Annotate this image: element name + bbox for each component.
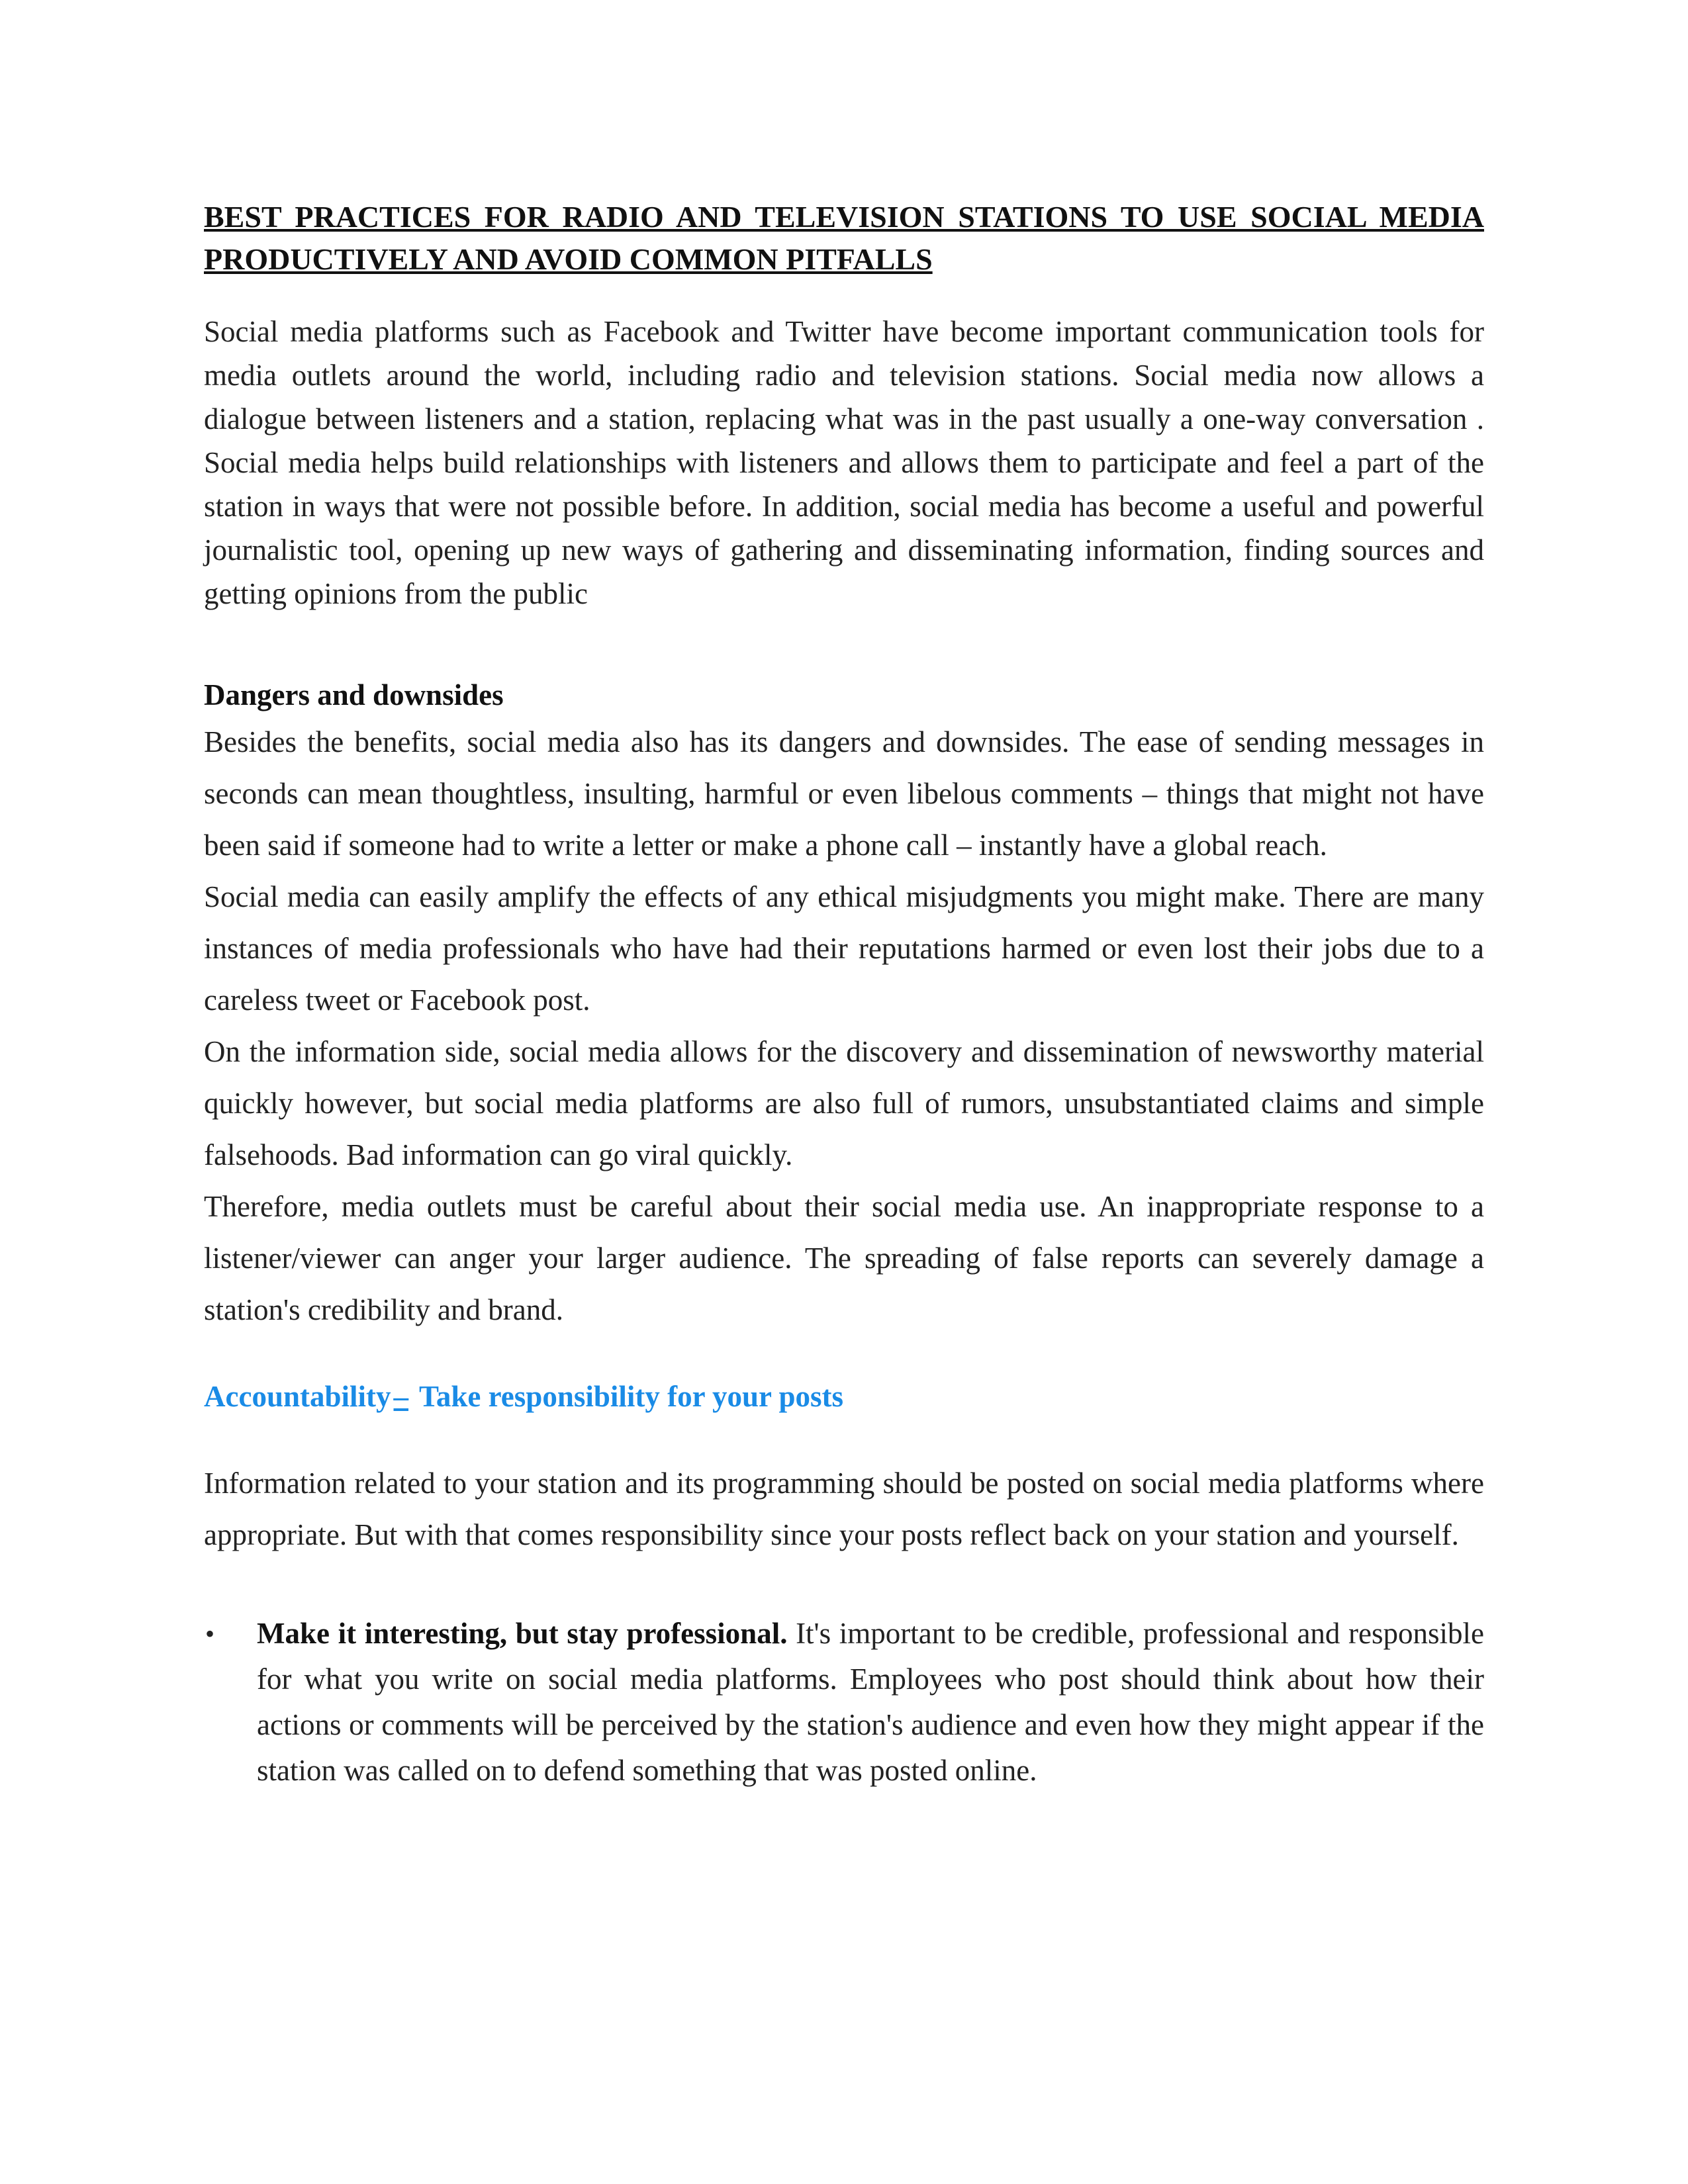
intro-paragraph: Social media platforms such as Facebook and Twitter have become important communication tools for media outlets around the world, including radio and television stations. Social media now allows a dialogue between listeners and a station, replacing what was in the past usually a one-way conversation . Social media helps build relationships with listeners and allows them to participate and feel a part of the station in ways that were not possible before. In addition, social media has become a useful and powerful journalistic tool, opening up new ways of gathering and disseminating information, finding sources and getting opinions from the public — [204, 315, 1484, 610]
accountability-paragraph: Information related to your station and its programming should be posted on social media platforms where appropriate. But with that comes responsibility since your posts reflect back on your station and yourself. — [204, 1467, 1484, 1551]
dangers-heading: Dangers and downsides — [204, 678, 504, 711]
document-page — [204, 196, 1484, 1794]
bullet-body-text: It's important to be credible, professional and responsible for what you write on social media platforms. Employees who post should think about how their actions or comments will be perceived by the station's audience and even how they might appear if the station was called on to defend something that was posted online. — [257, 1617, 1484, 1787]
dangers-section — [204, 716, 1484, 1336]
document-title: BEST PRACTICES FOR RADIO AND TELEVISION STATIONS TO USE SOCIAL MEDIA PRODUCTIVELY AND AVOID COMMON PITFALLS — [204, 200, 1484, 276]
bullet-lead-text: Make it interesting, but stay professional. — [257, 1617, 788, 1650]
accountability-heading-dash: – — [393, 1380, 409, 1413]
dangers-paragraph: On the information side, social media allows for the discovery and dissemination of newsworthy material quickly however, but social media platforms are also full of rumors, unsubstantiated claims and simple falsehoods. Bad information can go viral quickly. — [204, 1035, 1484, 1171]
accountability-heading-lead: Accountability — [204, 1380, 391, 1413]
dangers-paragraph: Social media can easily amplify the effects of any ethical misjudgments you might make. There are many instances of media professionals who have had their reputations harmed or even lost their jobs due to a careless tweet or Facebook post. — [204, 880, 1484, 1017]
dangers-paragraph: Besides the benefits, social media also has its dangers and downsides. The ease of sending messages in seconds can mean thoughtless, insulting, harmful or even libelous comments – things that might not have been said if someone had to write a letter or make a phone call – instantly have a global reach. — [204, 725, 1484, 862]
dangers-paragraph: Therefore, media outlets must be careful about their social media use. An inappropriate response to a listener/viewer can anger your larger audience. The spreading of false reports can severely damage a station's credibility and brand. — [204, 1190, 1484, 1326]
bullet-list — [204, 1611, 1484, 1794]
list-item — [204, 1611, 1484, 1794]
accountability-heading-rest: Take responsibility for your posts — [419, 1380, 844, 1413]
accountability-heading — [204, 1375, 1484, 1418]
bullet-icon: • — [205, 1619, 215, 1649]
